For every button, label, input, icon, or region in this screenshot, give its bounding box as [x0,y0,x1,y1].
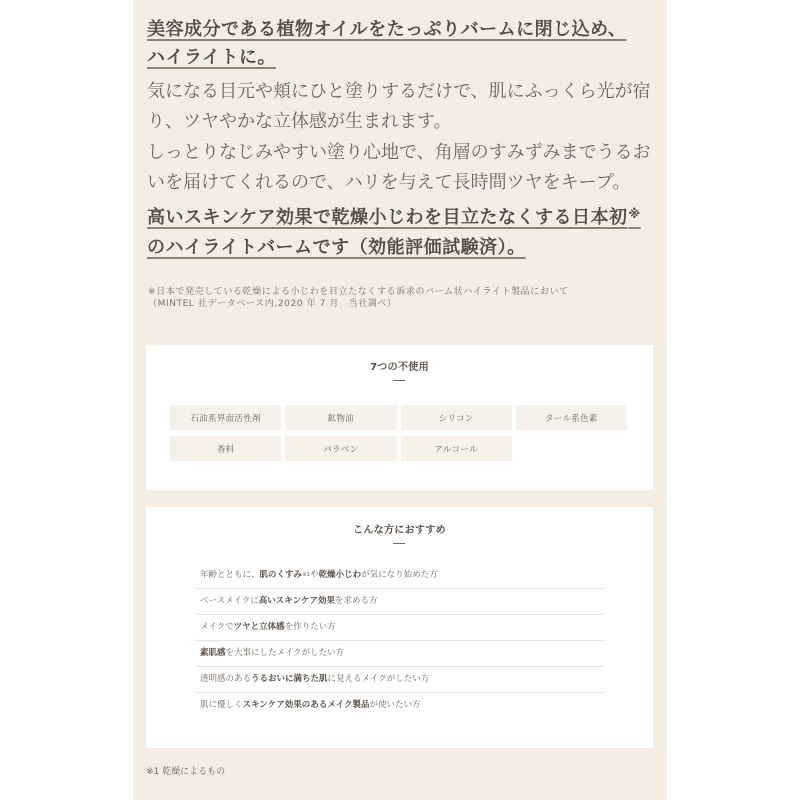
intro-headline-line: 美容成分である植物オイルをたっぷりバームに閉じ込め、 [147,19,627,40]
free-from-tag: パラベン [285,436,396,461]
recommend-text: メイクで [200,622,234,632]
intro-claim-line: のハイライトバームです（効能評価試験済）。 [147,237,526,259]
intro-claim-text: 高いスキンケア効果で乾燥小じわを目立たなくする日本初 [147,206,628,228]
intro-headline [147,16,662,72]
title-divider [393,543,405,544]
free-from-tag: 香料 [170,436,281,461]
recommend-text: に見えるメイクがしたい方 [327,674,430,684]
recommend-list [196,563,604,719]
recommend-item [196,563,604,589]
intro-footnote-line: （MINTEL 社データベース内,2020 年 7 月 当社調べ） [148,299,397,309]
recommend-highlight: 素肌感 [200,648,226,658]
intro-body-line: 気になる目元や頬にひと塗りするだけで、肌にふっくら光が宿 [147,81,651,102]
recommend-text: が使いたい方 [369,700,421,710]
recommend-text: が気になり始めた方 [361,570,438,580]
free-from-tag: 石油系界面活性剤 [170,405,281,430]
intro-body [147,77,662,263]
free-from-list [170,405,627,461]
recommend-note-mark: ※1 [302,572,311,578]
free-from-tag: アルコール [401,436,512,461]
recommend-text: 年齢とともに、 [200,570,260,580]
recommend-highlight: 高いスキンケア効果 [258,596,335,606]
recommend-text: ベースメイクに [200,596,259,606]
recommend-highlight: スキンケア効果のあるメイク製品 [242,700,370,710]
free-from-tag: タール系色素 [516,405,627,430]
footnote: ※1 乾燥によるもの [146,767,226,777]
recommend-title: こんな方におすすめ [353,525,446,536]
recommend-item [196,589,604,615]
title-divider [393,380,405,381]
recommend-item [196,693,604,719]
recommend-highlight: 乾燥小じわ [318,570,362,580]
intro-body-line: り、ツヤやかな立体感が生まれます。 [147,111,452,133]
recommend-text: を求める方 [335,596,378,606]
intro-body-line: いを届けてくれるので、ハリを与えて長時間ツヤをキープ。 [147,172,631,194]
recommend-text: や [310,570,319,580]
intro-headline-line: ハイライトに。 [147,47,276,68]
intro-footnote [148,286,569,310]
recommend-text: 肌に優しく [200,700,243,710]
free-from-tag: 鉱物油 [285,405,396,430]
recommend-text: を作りたい方 [284,622,336,632]
recommend-highlight: ツヤと立体感 [233,622,285,632]
recommend-item [196,641,604,667]
recommend-highlight: うるおいに満ちた肌 [251,674,328,684]
intro-claim-line [147,199,662,233]
recommend-card [146,507,653,748]
intro-body-line: しっとりなじみやすい塗り心地で、角層のすみずみまでうるお [147,141,651,163]
free-from-card [146,345,653,490]
recommend-text: 透明感のある [200,674,252,684]
intro-footnote-line: ※日本で発売している乾燥による小じわを目立たなくする訴求のバーム状ハイライト製品において [148,287,569,297]
recommend-item [196,667,604,693]
recommend-item [196,615,604,641]
intro-copy [147,16,662,263]
recommend-highlight: 肌のくすみ [259,570,303,580]
free-from-title: 7つの不使用 [370,362,429,373]
free-from-tag: シリコン [401,405,512,430]
intro-claim-mark: ※ [628,206,641,221]
recommend-text: を大事にしたメイクがしたい方 [225,648,345,658]
